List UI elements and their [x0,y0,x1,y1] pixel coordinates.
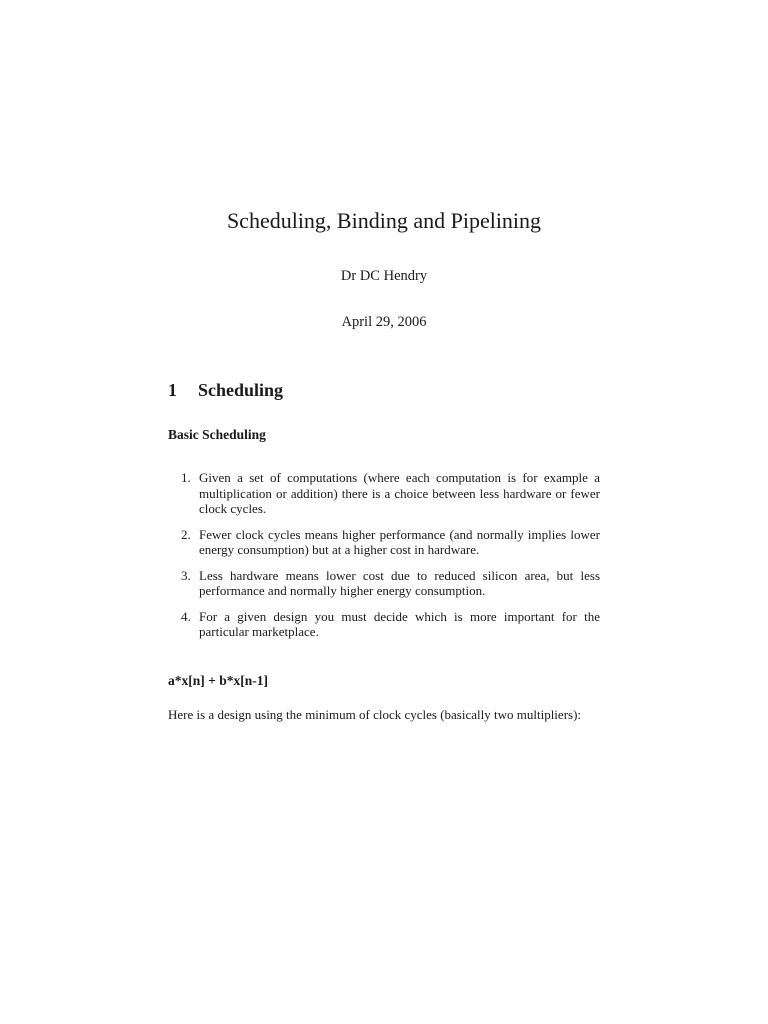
list-item-text: Less hardware means lower cost due to reduced silicon area, but less performance and normally higher energy consumption. [199,567,600,598]
list-item-marker: 2. [181,526,191,542]
list-item-text: Given a set of computations (where each computation is for example a multiplication or addition) there is a choice between less hardware or fewer clock cycles. [199,470,600,516]
section-number: 1 [168,380,177,400]
document-title: Scheduling, Binding and Pipelining [226,208,542,233]
list-item-text: Fewer clock cycles means higher performance (and normally implies lower energy consumption) but at a higher cost in hardware. [199,526,600,557]
list-item-marker: 4. [181,608,191,624]
section-title: Scheduling [198,380,284,400]
body-paragraph: Here is a design using the minimum of clock cycles (basically two multipliers): [168,707,582,722]
numbered-list [168,470,600,650]
list-item-marker: 1. [181,470,191,485]
list-item [168,568,600,599]
section-heading [168,380,283,401]
subsection-heading: Basic Scheduling [168,427,266,442]
document-author: Dr DC Hendry [340,268,428,284]
expression-heading: a*x[n] + b*x[n-1] [168,673,268,688]
list-item [168,470,600,517]
list-item [168,609,600,640]
document-date: April 29, 2006 [341,314,427,330]
list-item [168,527,600,558]
list-item-text: For a given design you must decide which is more important for the particular marketplace. [199,608,600,639]
list-item-marker: 3. [181,567,191,583]
